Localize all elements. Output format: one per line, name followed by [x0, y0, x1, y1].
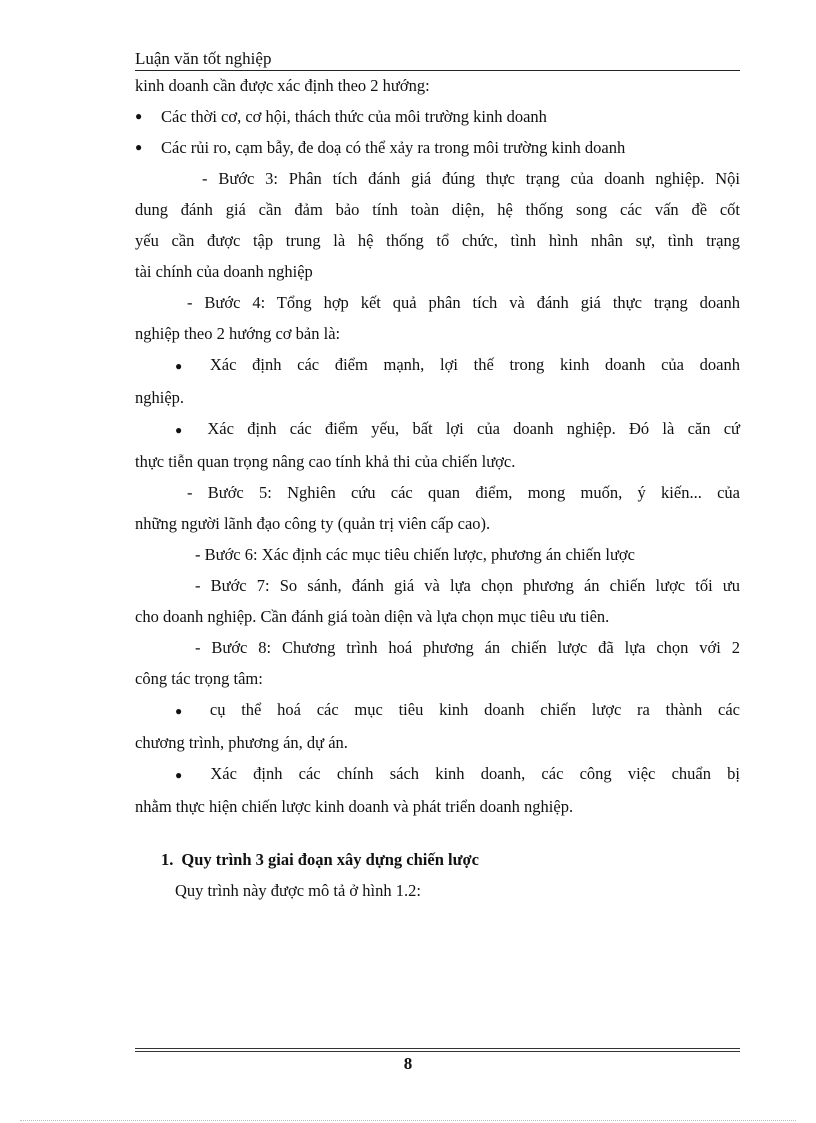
section-number: 1. — [161, 850, 174, 869]
step-5-line: những người lãnh đạo công ty (quản trị viên cấp cao). — [135, 514, 491, 533]
sub-bullet-line — [135, 758, 740, 791]
step-3-line: tài chính của doanh nghiệp — [135, 262, 313, 281]
sub-bullet-line: chương trình, phương án, dự án. — [135, 733, 348, 752]
bullet-item — [135, 132, 740, 163]
step-4-line: - Bước 4: Tổng hợp kết quả phân tích và đánh giá thực trạng doanh — [187, 293, 740, 312]
document-header — [135, 48, 740, 71]
sub-bullet-text: cụ thể hoá các mục tiêu kinh doanh chiến lược ra thành các — [209, 700, 741, 719]
step-5-line: - Bước 5: Nghiên cứu các quan điểm, mong muốn, ý kiến... của — [187, 483, 740, 502]
sub-bullet-line: nghiệp. — [135, 388, 185, 407]
step-7-line: cho doanh nghiệp. Cần đánh giá toàn diện và lựa chọn mục tiêu ưu tiên. — [135, 607, 610, 626]
step-3-line: dung đánh giá cần đảm bảo tính toàn diện, hệ thống song các vấn đề cốt — [135, 200, 740, 219]
page-body — [135, 70, 740, 906]
step-3-line: yếu cần được tập trung là hệ thống tổ chức, tình hình nhân sự, tình trạng — [135, 231, 740, 250]
bullet-icon: ● — [175, 423, 192, 437]
sub-bullet-line — [135, 413, 740, 446]
sub-bullet-line — [135, 694, 740, 727]
footer-divider — [135, 1048, 740, 1052]
page-number: 8 — [403, 1054, 413, 1073]
section-intro: Quy trình này được mô tả ở hình 1.2: — [175, 881, 421, 900]
step-3-line: - Bước 3: Phân tích đánh giá đúng thực trạng của doanh nghiệp. Nội — [202, 169, 740, 188]
header-title: Luận văn tốt nghiệp — [135, 49, 272, 68]
bullet-icon: ● — [135, 140, 143, 154]
step-7-line: - Bước 7: So sánh, đánh giá và lựa chọn phương án chiến lược tối ưu — [195, 576, 740, 595]
step-8-line: - Bước 8: Chương trình hoá phương án chiến lược đã lựa chọn với 2 — [195, 638, 740, 657]
bullet-icon: ● — [175, 704, 194, 718]
section-title: Quy trình 3 giai đoạn xây dựng chiến lược — [181, 850, 479, 869]
bullet-icon: ● — [135, 109, 143, 123]
step-4-line: nghiệp theo 2 hướng cơ bản là: — [135, 324, 341, 343]
page-edge-divider — [20, 1120, 796, 1121]
bullet-text: Các rủi ro, cạm bẫy, đe doạ có thể xảy ra trong môi trường kinh doanh — [161, 138, 626, 157]
step-8-line: công tác trọng tâm: — [135, 669, 263, 688]
text-line: kinh doanh cần được xác định theo 2 hướng: — [135, 76, 430, 95]
sub-bullet-line: nhằm thực hiện chiến lược kinh doanh và phát triển doanh nghiệp. — [135, 797, 574, 816]
step-6-line: - Bước 6: Xác định các mục tiêu chiến lược, phương án chiến lược — [195, 545, 635, 564]
bullet-item — [135, 101, 740, 132]
bullet-icon: ● — [175, 359, 194, 373]
sub-bullet-text: Xác định các chính sách kinh doanh, các công việc chuẩn bị — [210, 764, 741, 783]
sub-bullet-line: thực tiễn quan trọng nâng cao tính khả thi của chiến lược. — [135, 452, 516, 471]
sub-bullet-text: Xác định các điểm mạnh, lợi thế trong kinh doanh của doanh — [209, 355, 741, 374]
bullet-icon: ● — [175, 768, 195, 782]
bullet-text: Các thời cơ, cơ hội, thách thức của môi trường kinh doanh — [161, 107, 547, 126]
section-heading — [135, 844, 740, 875]
sub-bullet-text: Xác định các điểm yếu, bất lợi của doanh nghiệp. Đó là căn cứ — [207, 419, 740, 438]
sub-bullet-line — [135, 349, 740, 382]
